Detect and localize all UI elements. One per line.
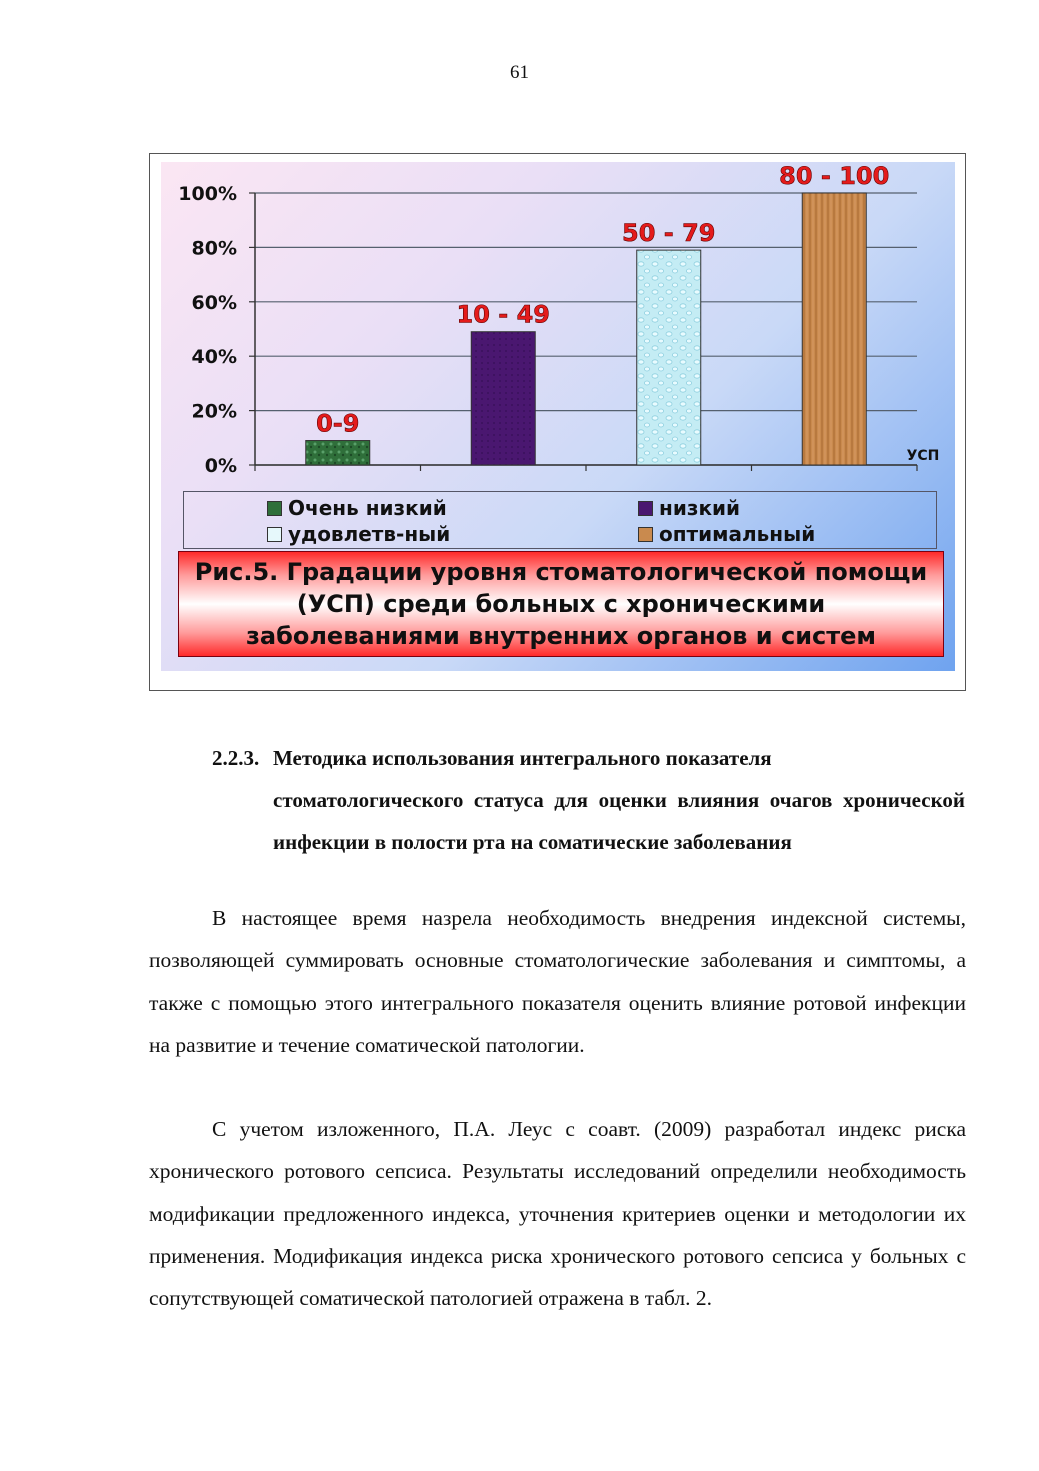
legend-label: оптимальный (659, 522, 816, 546)
x-axis-label: УСП (906, 448, 940, 464)
legend-item-optimal (638, 522, 815, 546)
figure-background (161, 162, 955, 671)
body-paragraph: В настоящее время назрела необходимость внедрения индексной системы, позволяющей суммировать основные стоматологические заболевания и симптомы, а также с помощью этого интегрального показателя оценить влияние ротовой инфекции на развитие и течение соматической патологии. (149, 906, 966, 1057)
y-tick-label: 20% (191, 400, 237, 423)
body-paragraph: С учетом изложенного, П.А. Леус с соавт. (2009) разработал индекс риска хронического ротового сепсиса. Результаты исследований определили необходимость модификации предложенного индекса, уточнения критериев оценки и методологии их применения. Модификация индекса риска хронического ротового сепсиса у больных с сопутствующей соматической патологией отражена в табл. 2. (149, 1117, 966, 1311)
section-title-rest: стоматологического статуса для оценки влияния очагов хронической инфекции в полости рта на соматические заболевания (273, 788, 965, 854)
legend-label: удовлетв-ный (288, 522, 451, 546)
bar-value-label: 10 - 49 (456, 300, 550, 329)
bar-3 (637, 250, 701, 465)
y-tick-label: 60% (191, 291, 237, 314)
legend-swatch-satisfactory (267, 527, 282, 542)
legend-swatch-optimal (638, 527, 653, 542)
legend-item-low (638, 496, 740, 520)
figure-frame (149, 153, 966, 691)
bar-1 (306, 441, 370, 465)
legend-swatch-very-low (267, 501, 282, 516)
section-title (273, 737, 965, 863)
y-tick-label: 80% (191, 237, 237, 260)
legend-label: низкий (659, 496, 741, 520)
bar-value-label: 50 - 79 (622, 219, 716, 248)
figure-caption-box (178, 551, 944, 657)
legend-swatch-low (638, 501, 653, 516)
page-number: 61 (510, 62, 529, 83)
figure-caption: Рис.5. Градации уровня стоматологической помощи (УСП) среди больных с хроническими заболеваниями внутренних органов и систем (194, 558, 928, 650)
legend-item-satisfactory (267, 522, 450, 546)
bar-value-label: 80 - 100 (779, 162, 890, 190)
y-tick-label: 40% (191, 346, 237, 369)
y-tick-label: 0% (204, 455, 237, 477)
bar-value-label: 0-9 (316, 409, 360, 438)
y-tick-label: 100% (178, 183, 237, 205)
legend-item-very-low (267, 496, 447, 520)
bar-2 (471, 332, 535, 465)
bar-4 (802, 193, 866, 465)
bar-chart (161, 162, 955, 492)
legend-label: Очень низкий (288, 496, 447, 520)
section-number: 2.2.3. (212, 746, 260, 770)
section-title-line1: Методика использования интегрального показателя (273, 746, 772, 770)
chart-legend (183, 491, 937, 549)
